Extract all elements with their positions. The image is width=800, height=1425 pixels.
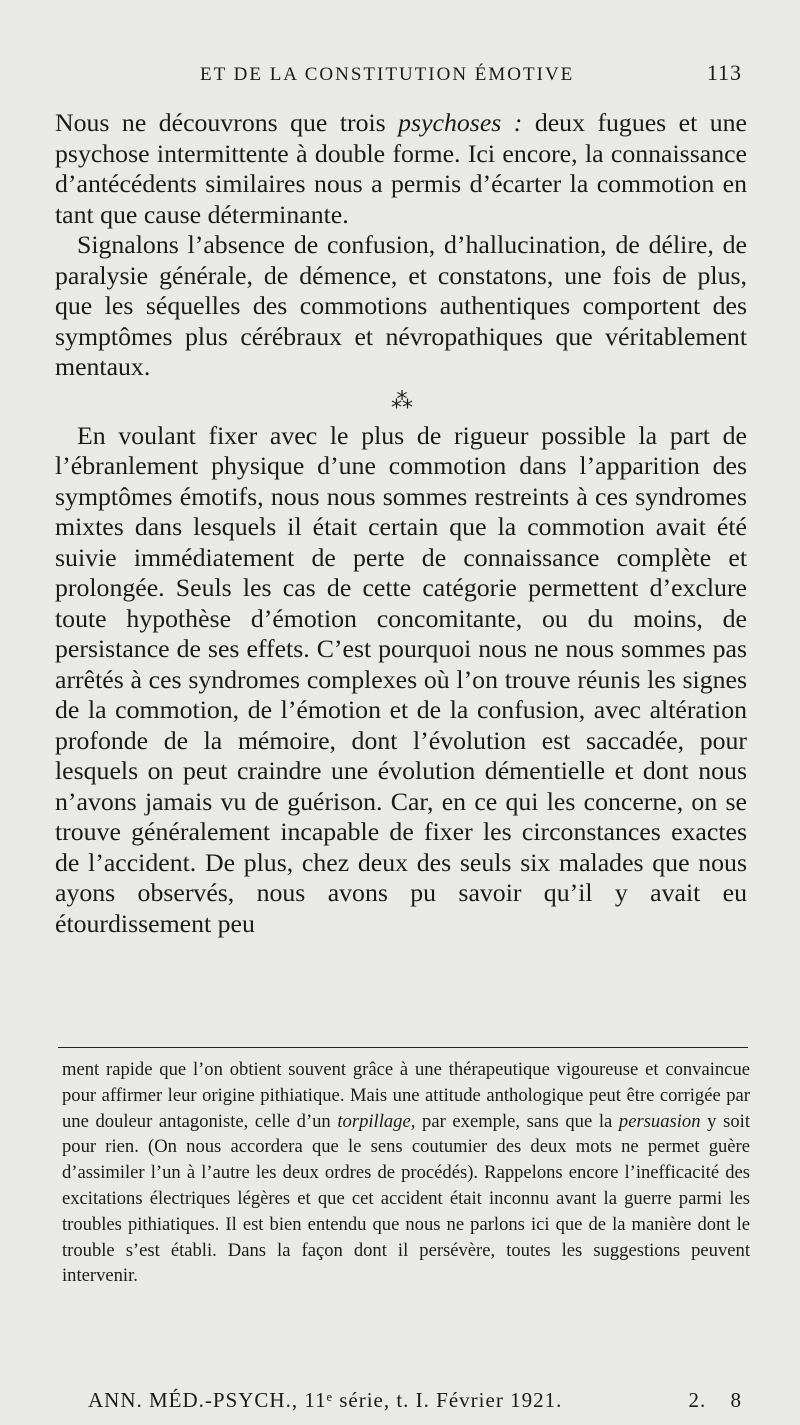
footnote [62,1057,750,1289]
paragraph-signalons: Signalons l’absence de confusion, d’hallucination, de délire, de paralysie générale, de démence, et constatons, une fois de plus, que les séquelles des commotions authentiques comportent des symptômes plus cérébraux et névropathiques que véritablement mentaux. [55,230,747,381]
main-text [55,108,747,939]
italic-term: psychoses : [398,108,523,137]
page-footer [88,1388,742,1413]
footnote-segment: par exemple, sans que la [415,1110,619,1132]
footnote-rule [58,1047,748,1048]
footnote-text [62,1057,750,1289]
page-number: 113 [706,60,742,85]
paragraph-text: Nous ne découvrons que trois [55,108,399,137]
running-title: ET DE LA CONSTITUTION ÉMOTIVE [200,64,575,85]
paragraph-text: deux fugues et une psychose intermittente à double forme. Ici encore, la connaissance d’antécédents similaires nous a permis d’écarter la commotion en tant que cause déterminante. [55,108,747,229]
running-header [200,60,742,94]
footnote-segment: ment rapide que l’on obtient souvent grâce à une thérapeutique vigoureuse et convaincue pour affirmer leur origine pithiatique. Mais une attitude anthologique peut être corrigée par une douleur antagoniste, celle d’un [62,1059,750,1132]
footnote-italic: persuasion [618,1110,701,1132]
footnote-segment: y soit pour rien. (On nous accordera que le sens coutumier des deux mots ne permet guère d’assimiler l’un à l’autre les deux ordres de procédés). Rappelons encore l’inefficacité des excitations électriques légères et que cet accident était inconnu avant la guerre parmi les troubles pithiatiques. Il est bien entendu que nous ne parlons ici que de la manière dont le trouble s’est établi. Dans la façon dont il persévère, toutes les suggestions peuvent intervenir. [62,1110,750,1287]
journal-citation: ANN. MÉD.-PSYCH., 11ᵉ série, t. I. Février 1921. [88,1388,563,1412]
sheet-signature: 2. 8 [688,1388,742,1412]
paragraph-en-voulant: En voulant fixer avec le plus de rigueur possible la part de l’ébranlement physique d’une commotion dans l’apparition des symptômes émotifs, nous nous sommes restreints à ces syndromes mixtes dans lesquels il était certain que la commotion avait été suivie immédiatement de perte de connaissance complète et prolongée. Seuls les cas de cette catégorie permettent d’exclure toute hypothèse d’émotion concomitante, ou du moins, de persistance de ses effets. C’est pourquoi nous ne nous sommes pas arrêtés à ces syndromes complexes où l’on trouve réunis les signes de la commotion, de l’émotion et de la confusion, avec altération profonde de la mémoire, dont l’évolution est saccadée, pour lesquels on peut craindre une évolution démentielle et dont nous n’avons jamais vu de guérison. Car, en ce qui les concerne, on se trouve généralement incapable de fixer les circonstances exactes de l’accident. De plus, chez deux des seuls six malades que nous ayons observés, nous avons pu savoir qu’il y avait eu étourdissement peu [55,420,747,938]
paragraph-psychoses [55,108,747,230]
footnote-italic: torpillage, [337,1110,416,1132]
section-asterism: ⁂ [391,387,411,413]
